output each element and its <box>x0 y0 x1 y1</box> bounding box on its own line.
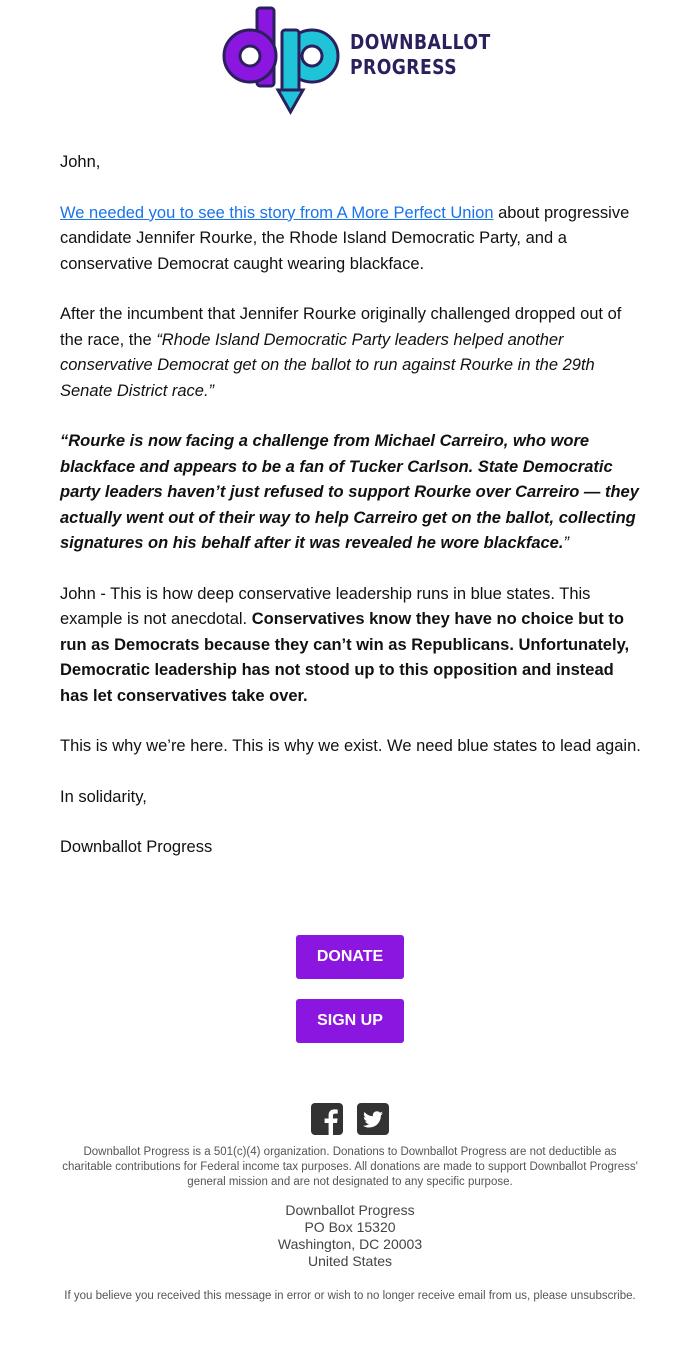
footer-disclaimer: Downballot Progress is a 501(c)(4) organization. Donations to Downballot Progress are not deductible as charitable contributions for Federal income tax purposes. All donations are made to support Downballot Progress' general mission and are not designated to any specific purpose. <box>62 1146 638 1188</box>
closing: In solidarity, <box>60 787 147 806</box>
address-line: United States <box>307 1253 393 1269</box>
logo-line-2: PROGRESS <box>350 55 458 79</box>
facebook-icon[interactable] <box>311 1103 343 1135</box>
paragraph-1 <box>60 201 645 278</box>
paragraph-4-bold: Conservatives know they have no choice but to run as Democrats because they can’t win as Republicans. Unfortunately, Democratic leadership has not stood up to this opposition and instead has let conservatives take over. <box>60 610 630 705</box>
donate-button[interactable]: DONATE <box>296 935 404 979</box>
address-line: PO Box 15320 <box>304 1219 396 1235</box>
paragraph-4-text: John - This is how deep conservative leadership runs in blue states. This example is not anecdotal. <box>60 584 591 628</box>
paragraph-2-text: After the incumbent that Jennifer Rourke originally challenged dropped out of the race, the <box>60 305 622 349</box>
paragraph-2 <box>60 302 645 404</box>
downballot-progress-logo <box>220 6 490 116</box>
paragraph-1-text: about progressive candidate Jennifer Rourke, the Rhode Island Democratic Party, and a conservative Democrat caught wearing blackface. <box>60 203 630 273</box>
signature: Downballot Progress <box>60 838 213 856</box>
unsubscribe-notice[interactable]: If you believe you received this message in error or wish to no longer receive email from us, please unsubscribe. <box>64 1290 636 1302</box>
paragraph-5: This is why we’re here. This is why we exist. We need blue states to lead again. <box>60 737 641 755</box>
logo-line-1: DOWNBALLOT <box>350 30 491 54</box>
paragraph-3-quote: “Rourke is now facing a challenge from Michael Carreiro, who wore blackface and appears to be a fan of Tucker Carlson. State Democratic party leaders haven’t just refused to support Rourke over Carreiro — they actually went out of their way to help Carreiro get on the ballot, collecting signatures on his behalf after it was revealed he wore blackface. <box>60 432 639 552</box>
footer-address <box>60 1202 640 1270</box>
story-link[interactable]: We needed you to see this story from A More Perfect Union <box>60 203 494 222</box>
address-line: Downballot Progress <box>285 1202 415 1218</box>
paragraph-3 <box>60 429 645 557</box>
greeting: John, <box>60 153 101 171</box>
logo-wordmark <box>350 30 491 80</box>
sign-up-button[interactable]: SIGN UP <box>296 999 404 1043</box>
twitter-icon[interactable] <box>357 1103 389 1135</box>
address-line: Washington, DC 20003 <box>277 1236 423 1252</box>
paragraph-2-quote: “Rhode Island Democratic Party leaders helped another conservative Democrat get on the ballot to run against Rourke in the 29th Senate District race.” <box>60 330 595 400</box>
dp-logo-mark-icon <box>220 6 350 116</box>
paragraph-3-close-quote: ” <box>563 534 569 552</box>
paragraph-4 <box>60 582 645 710</box>
email-body <box>60 150 645 886</box>
